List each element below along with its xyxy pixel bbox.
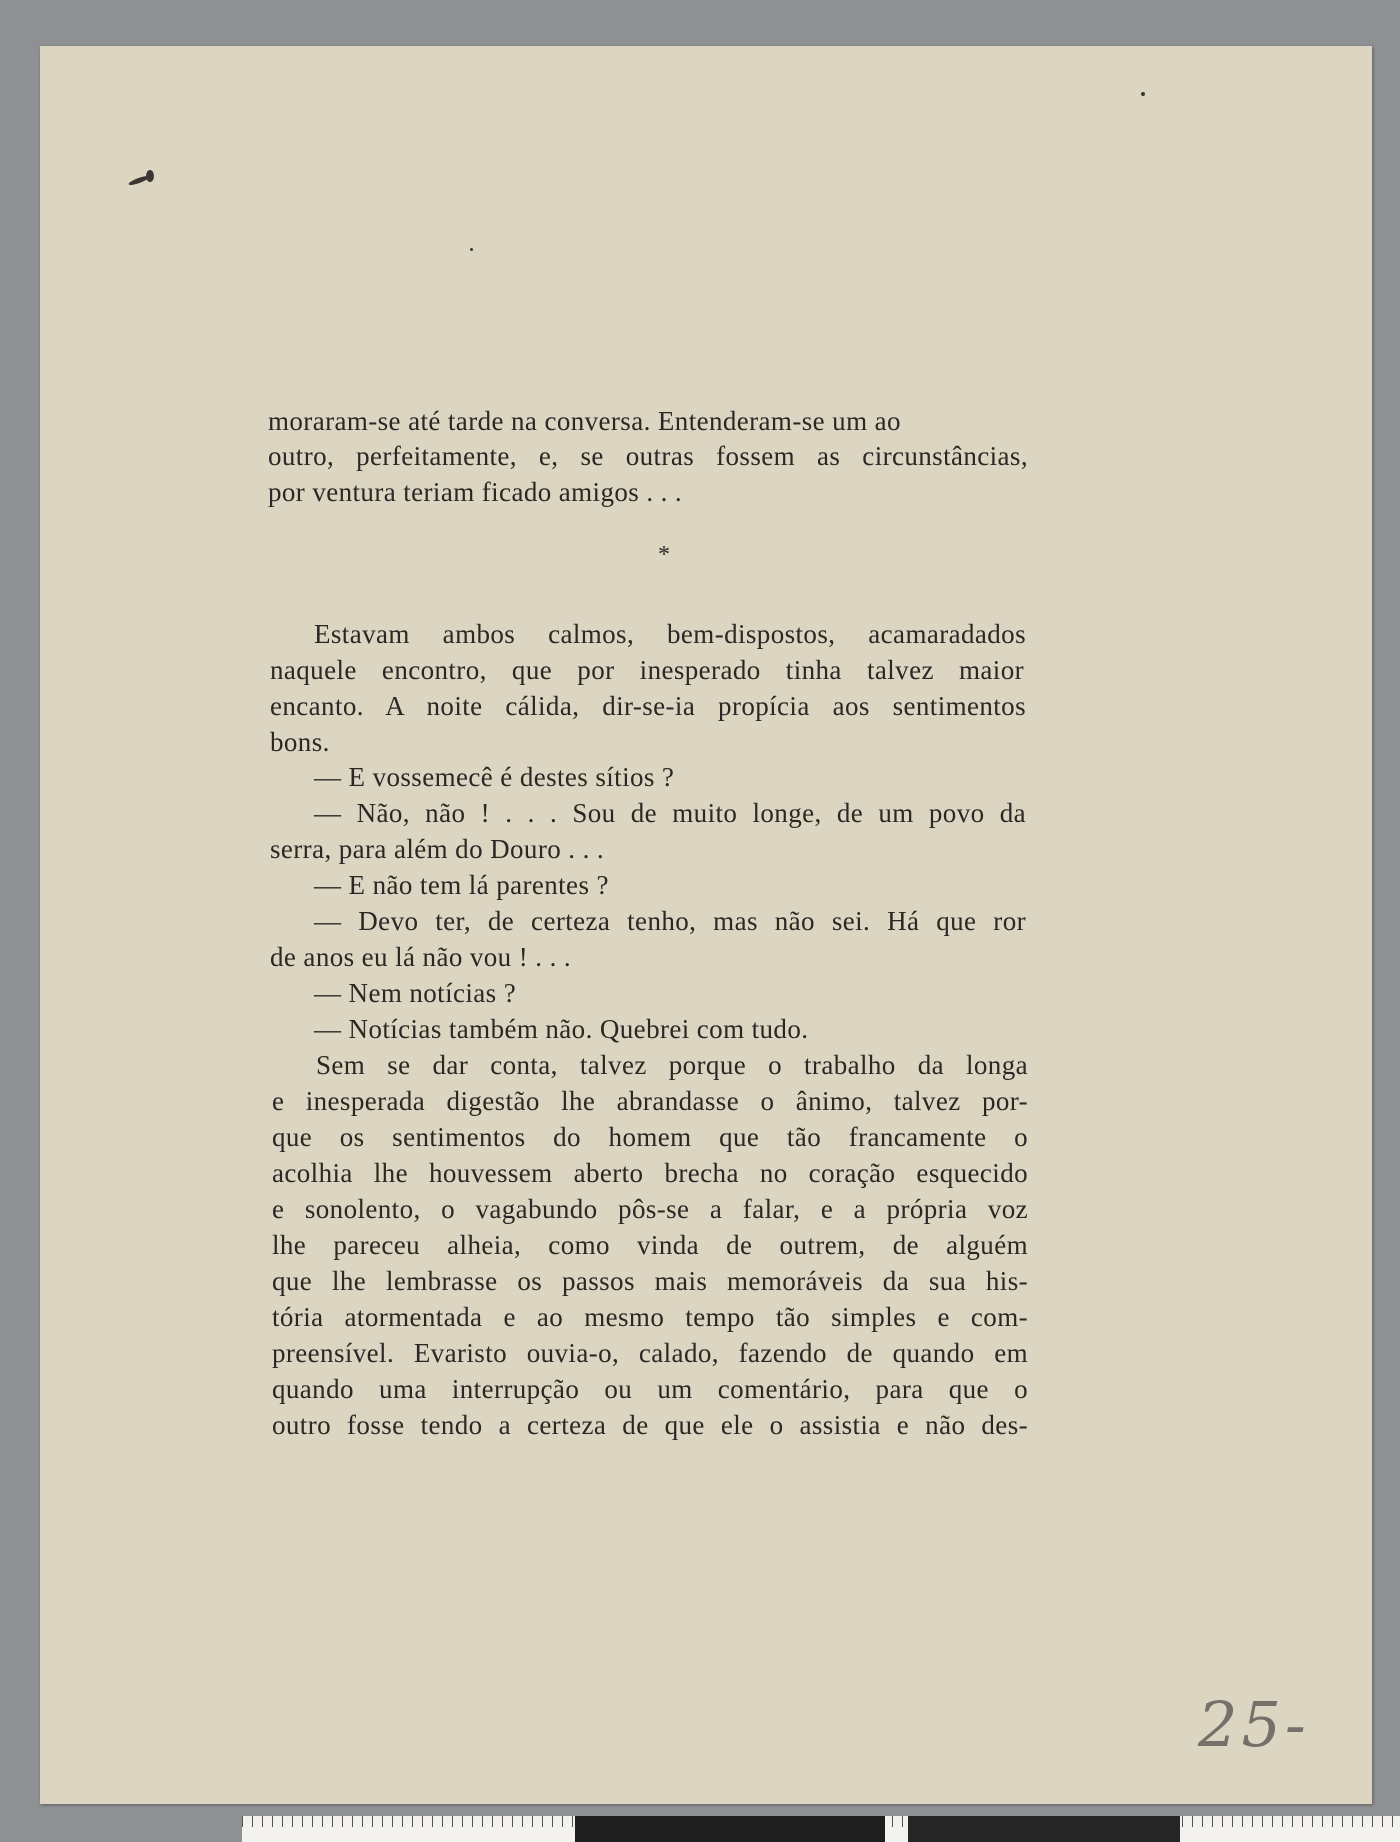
speck [1141,92,1145,96]
scale-ruler-segment [908,1816,1180,1842]
speck [470,248,473,251]
text-line: que lhe lembrasse os passos mais memoráveis da sua his- [272,1266,1028,1296]
text-line: lhe pareceu alheia, como vinda de outrem, de alguém [272,1230,1028,1260]
text-line: serra, para além do Douro . . . [270,834,605,864]
text-line: — Nem notícias ? [314,978,517,1008]
text-line: moraram-se até tarde na conversa. Entenderam-se um ao [268,406,901,436]
section-separator: * [658,542,670,568]
text-line: — Não, não ! . . . Sou de muito longe, de um povo da [314,798,1026,828]
text-line: que os sentimentos do homem que tão francamente o [272,1122,1028,1152]
text-line: outro, perfeitamente, e, se outras fossem as circunstâncias, [268,441,1028,471]
text-line: Estavam ambos calmos, bem-dispostos, acamaradados [314,619,1026,649]
text-line: Sem se dar conta, talvez porque o trabalho da longa [316,1050,1028,1080]
text-line: — Devo ter, de certeza tenho, mas não sei. Há que ror [314,906,1026,936]
text-line: bons. [270,727,330,757]
text-line: por ventura teriam ficado amigos . . . [268,477,683,507]
text-line: de anos eu lá não vou ! . . . [270,942,572,972]
text-line: — Notícias também não. Quebrei com tudo. [314,1014,809,1044]
text-line: quando uma interrupção ou um comentário, para que o [272,1374,1028,1404]
text-line: naquele encontro, que por inesperado tinha talvez maior [270,655,1024,685]
text-line: preensível. Evaristo ouvia-o, calado, fazendo de quando em [272,1338,1028,1368]
text-line: e sonolento, o vagabundo pôs-se a falar, e a própria voz [272,1194,1028,1224]
text-line: acolhia lhe houvessem aberto brecha no coração esquecido [272,1158,1028,1188]
scale-ruler-segment [575,1816,885,1842]
text-line: — E vossemecê é destes sítios ? [314,762,675,792]
ink-mark [146,170,154,182]
text-line: — E não tem lá parentes ? [314,870,609,900]
text-line: tória atormentada e ao mesmo tempo tão simples e com- [272,1302,1028,1332]
text-line: encanto. A noite cálida, dir-se-ia propícia aos sentimentos [270,691,1026,721]
text-line: outro fosse tendo a certeza de que ele o assistia e não des- [272,1410,1028,1440]
page-number: 25- [1198,1688,1310,1761]
text-line: e inesperada digestão lhe abrandasse o ânimo, talvez por- [272,1086,1028,1116]
